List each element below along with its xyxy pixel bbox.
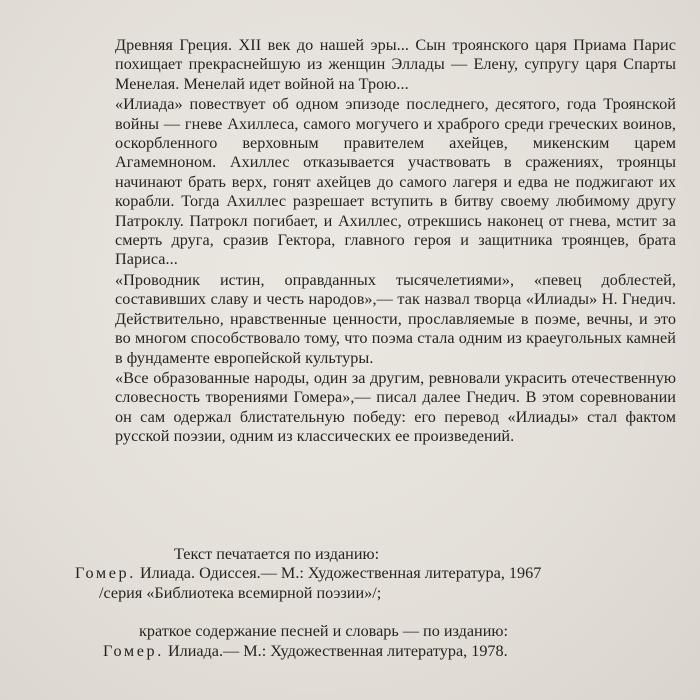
summary-author: Гомер. xyxy=(103,641,164,660)
source-series: /серия «Библиотека всемирной поэзии»/; xyxy=(99,583,382,602)
source-title: Илиада. Одиссея.— М.: Художественная литература, 1967 xyxy=(139,564,542,583)
paragraph-1: Древняя Греция. XII век до нашей эры... Сын троянского царя Приама Парис похищает прекраснейшую из женщин Эллады — Елену, супругу царя Спарты Менелая. Менелай идет войной на Трою... xyxy=(115,36,676,93)
summary-line xyxy=(75,642,685,661)
paragraph-4: «Все образованные народы, один за другим, ревновали украсить отечественную словесность творениями Гомера»,— писал далее Гнедич. В этом соревновании он сам одержал блистательную победу: его перевод «Илиады» стал фактом русской поэзии, одним из классических ее произведений. xyxy=(115,368,676,446)
imprint-block xyxy=(75,545,685,661)
paragraph-3: «Проводник истин, оправданных тысячелетиями», «певец доблестей, составивших славу и честь народов»,— так назвал творца «Илиады» Н. Гнедич. Действительно, нравственные ценности, прославляемые в поэме, вечны, и это во многом способствовало тому, что поэма стала одним из краеугольных камней в фундаменте европейской культуры. xyxy=(115,270,676,367)
summary-title: Илиада.— М.: Художественная литература, 1978. xyxy=(167,641,508,660)
summary-heading: краткое содержание песней и словарь — по изданию: xyxy=(139,622,508,641)
source-heading: Текст печатается по изданию: xyxy=(174,545,380,563)
body-text xyxy=(115,36,676,448)
source-line xyxy=(75,564,685,583)
paragraph-2: «Илиада» повествует об одном эпизоде последнего, десятого, года Троянской войны — гневе Ахиллеса, самого могучего и храброго среди греческих воинов, оскорбленного верховным правителем ахейцев, микенским царем Агамемноном. Ахиллес отказывается участвовать в сражениях, троянцы начинают брать верх, гонят ахейцев до самого лагеря и едва не поджигают их корабли. Тогда Ахиллес разрешает вступить в битву своему любимому другу Патроклу. Патрокл погибает, и Ахиллес, отрекшись наконец от гнева, мстит за смерть друга, сразив Гектора, главного героя и защитника троянцев, брата Париса... xyxy=(115,95,676,269)
source-author: Гомер. xyxy=(75,564,136,583)
